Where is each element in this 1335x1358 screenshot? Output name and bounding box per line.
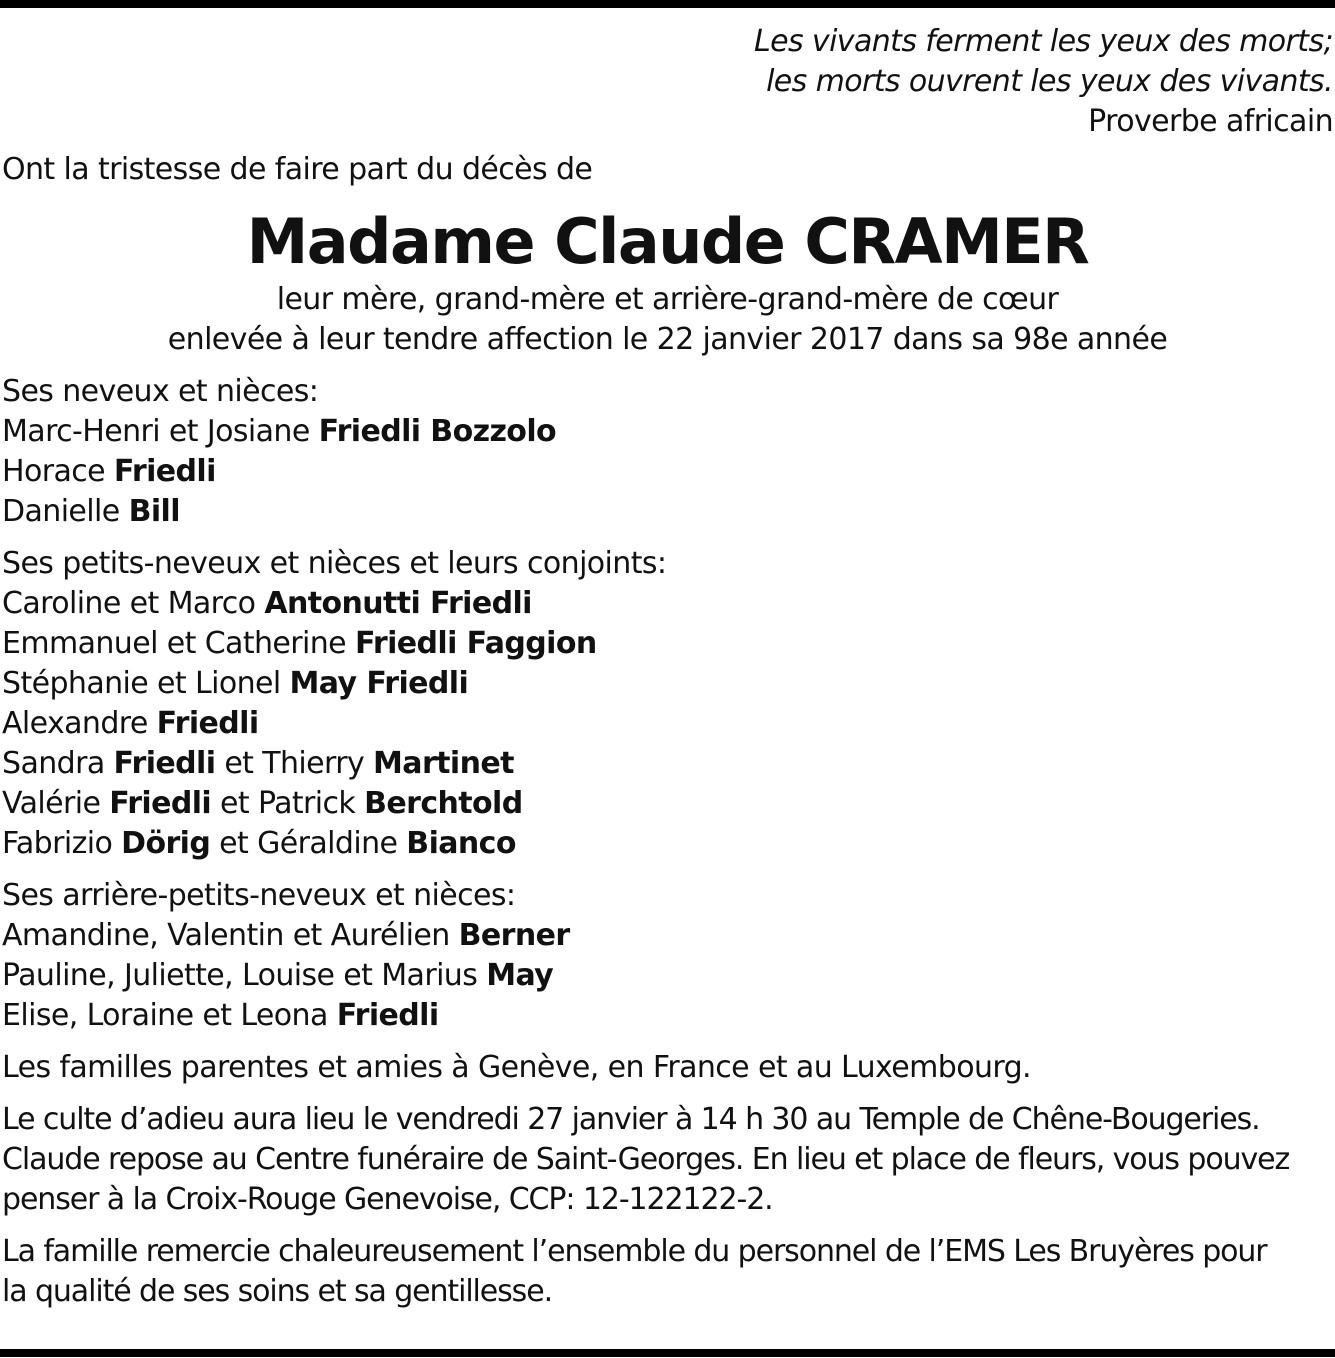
family-name-2: Bianco bbox=[406, 826, 516, 861]
ceremony-paragraph bbox=[2, 1100, 1333, 1220]
family-member bbox=[2, 704, 1333, 744]
connector: et Thierry bbox=[215, 746, 374, 781]
given-names: Emmanuel et Catherine bbox=[2, 626, 355, 661]
family-name: Friedli bbox=[109, 786, 212, 821]
thanks-paragraph bbox=[2, 1232, 1333, 1312]
thanks-line-1: La famille remercie chaleureusement l’ensemble du personnel de l’EMS Les Bruyères pour bbox=[2, 1234, 1267, 1269]
epigraph-source: Proverbe africain bbox=[1088, 104, 1333, 139]
group-heading: Ses petits-neveux et nièces et leurs conjoints: bbox=[2, 546, 667, 581]
family-name: Friedli bbox=[156, 706, 259, 741]
ceremony-line-1: Le culte d’adieu aura lieu le vendredi 27 janvier à 14 h 30 au Temple de Chêne-Bougeries. bbox=[2, 1102, 1260, 1137]
epigraph bbox=[2, 22, 1333, 142]
families-paragraph: Les familles parentes et amies à Genève, en France et au Luxembourg. bbox=[2, 1050, 1031, 1085]
given-names: Elise, Loraine et Leona bbox=[2, 998, 337, 1033]
given-names: Pauline, Juliette, Louise et Marius bbox=[2, 958, 487, 993]
family-name: Berner bbox=[458, 918, 570, 953]
family-name: Friedli bbox=[113, 454, 216, 489]
ceremony-line-2: Claude repose au Centre funéraire de Saint-Georges. En lieu et place de fleurs, vous pouvez bbox=[2, 1142, 1290, 1177]
family-member bbox=[2, 492, 1333, 532]
subtitle-line-1: leur mère, grand-mère et arrière-grand-mère de cœur bbox=[276, 282, 1059, 317]
deceased-name: Madame Claude CRAMER bbox=[246, 205, 1089, 278]
family-member bbox=[2, 664, 1333, 704]
bottom-rule bbox=[0, 1349, 1335, 1357]
group-heading: Ses neveux et nièces: bbox=[2, 374, 319, 409]
intro-text: Ont la tristesse de faire part du décès de bbox=[2, 152, 593, 187]
ceremony-line-3: penser à la Croix-Rouge Genevoise, CCP: 12-122122-2. bbox=[2, 1182, 773, 1217]
family-group-great-grand-nephews bbox=[2, 876, 1333, 1036]
family-group-nephews bbox=[2, 372, 1333, 532]
given-names: Stéphanie et Lionel bbox=[2, 666, 290, 701]
given-names: Sandra bbox=[2, 746, 114, 781]
family-name: May Friedli bbox=[289, 666, 469, 701]
epigraph-line-2: les morts ouvrent les yeux des vivants. bbox=[766, 64, 1333, 99]
given-names: Caroline et Marco bbox=[2, 586, 265, 621]
family-name: Bill bbox=[128, 494, 180, 529]
family-member bbox=[2, 996, 1333, 1036]
given-names: Danielle bbox=[2, 494, 129, 529]
connector: et Géraldine bbox=[210, 826, 407, 861]
given-names: Alexandre bbox=[2, 706, 157, 741]
family-member bbox=[2, 744, 1333, 784]
connector: et Patrick bbox=[211, 786, 365, 821]
family-member bbox=[2, 824, 1333, 864]
obituary-notice bbox=[2, 22, 1333, 1312]
family-name: Antonutti Friedli bbox=[264, 586, 532, 621]
given-names: Horace bbox=[2, 454, 114, 489]
top-rule bbox=[0, 0, 1335, 8]
family-name-2: Martinet bbox=[373, 746, 514, 781]
family-member bbox=[2, 784, 1333, 824]
thanks-line-2: la qualité de ses soins et sa gentillesse. bbox=[2, 1274, 553, 1309]
given-names: Amandine, Valentin et Aurélien bbox=[2, 918, 459, 953]
family-name: May bbox=[486, 958, 554, 993]
given-names: Fabrizio bbox=[2, 826, 122, 861]
family-name: Friedli bbox=[113, 746, 216, 781]
family-member bbox=[2, 916, 1333, 956]
given-names: Marc-Henri et Josiane bbox=[2, 414, 319, 449]
family-name: Friedli Bozzolo bbox=[318, 414, 557, 449]
family-group-grand-nephews bbox=[2, 544, 1333, 864]
family-member bbox=[2, 624, 1333, 664]
family-name-2: Berchtold bbox=[364, 786, 523, 821]
family-member bbox=[2, 412, 1333, 452]
epigraph-line-1: Les vivants ferment les yeux des morts; bbox=[753, 24, 1333, 59]
relationship-subtitle bbox=[2, 280, 1333, 360]
family-name: Friedli Faggion bbox=[354, 626, 597, 661]
group-heading: Ses arrière-petits-neveux et nièces: bbox=[2, 878, 516, 913]
family-name: Friedli bbox=[336, 998, 439, 1033]
family-member bbox=[2, 452, 1333, 492]
family-member bbox=[2, 584, 1333, 624]
family-name: Dörig bbox=[121, 826, 211, 861]
family-member bbox=[2, 956, 1333, 996]
subtitle-line-2: enlevée à leur tendre affection le 22 janvier 2017 dans sa 98e année bbox=[167, 322, 1168, 357]
given-names: Valérie bbox=[2, 786, 110, 821]
